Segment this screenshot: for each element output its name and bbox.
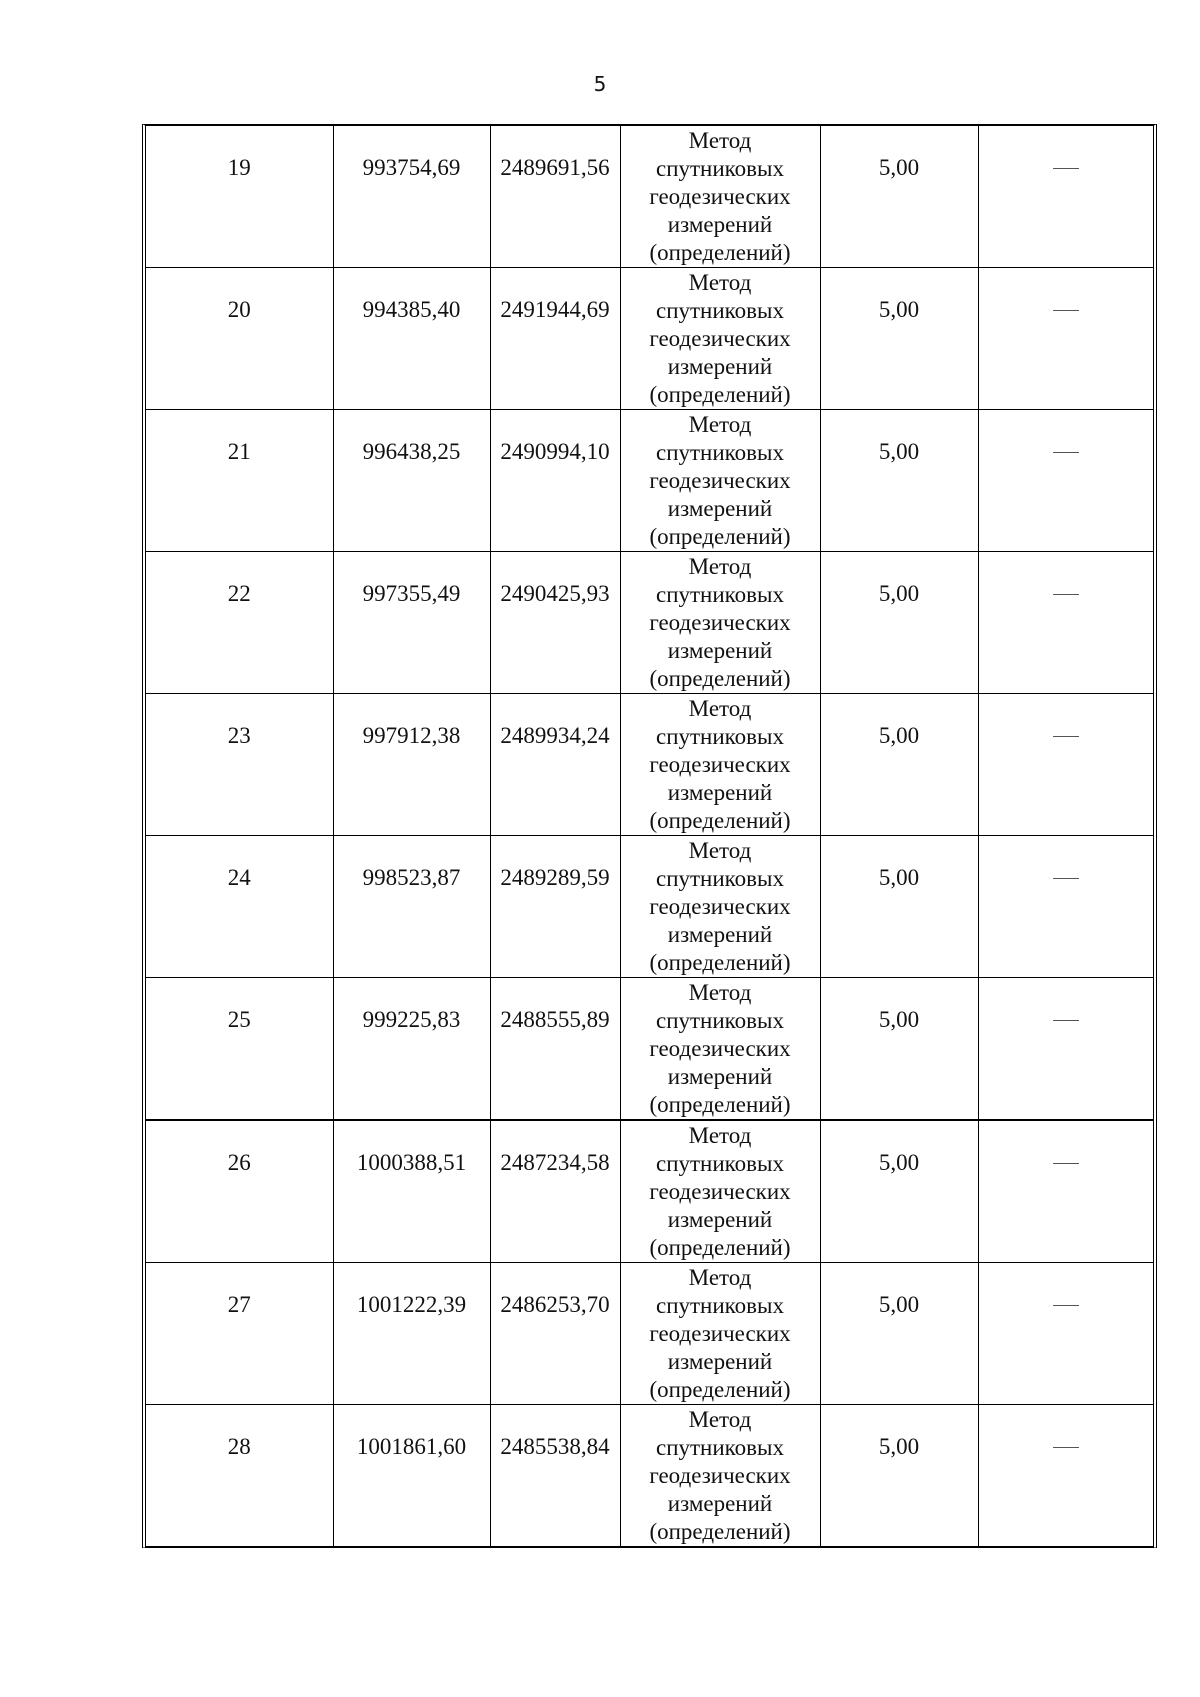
- y-coordinate-cell-value: 2488555,89: [500, 1007, 610, 1032]
- method-line: измерений: [667, 496, 773, 521]
- method-line: измерений: [667, 1064, 773, 1089]
- method-line: спутниковых: [655, 1008, 784, 1033]
- method-line: (определений): [649, 950, 791, 975]
- point-number-cell: [146, 694, 333, 836]
- method-line: Метод: [688, 1407, 752, 1432]
- y-coordinate-cell-value: 2489289,59: [500, 865, 610, 890]
- table-row: [146, 268, 1153, 410]
- point-number-cell: [146, 126, 333, 268]
- method-line: спутниковых: [655, 1151, 784, 1176]
- point-number-cell-value: 24: [227, 865, 251, 890]
- em-dash-mark: [1053, 1163, 1079, 1164]
- method-line: измерений: [667, 1349, 773, 1374]
- note-cell: [978, 268, 1153, 410]
- table-row: [146, 552, 1153, 694]
- em-dash-mark: [1053, 310, 1079, 311]
- y-coordinate-cell: [490, 978, 620, 1121]
- method-line: Метод: [688, 412, 752, 437]
- em-dash-mark: [1053, 878, 1079, 879]
- method-line: геодезических: [649, 1321, 791, 1346]
- accuracy-cell-value: 5,00: [878, 1292, 920, 1317]
- em-dash-mark: [1053, 1305, 1079, 1306]
- x-coordinate-cell: [333, 1263, 490, 1405]
- note-cell: [978, 552, 1153, 694]
- x-coordinate-cell-value: 994385,40: [362, 297, 461, 322]
- x-coordinate-cell: [333, 552, 490, 694]
- point-number-cell: [146, 978, 333, 1121]
- accuracy-cell: [820, 1120, 978, 1263]
- point-number-cell-value: 19: [227, 155, 251, 180]
- x-coordinate-cell: [333, 836, 490, 978]
- method-line: Метод: [688, 1123, 752, 1148]
- method-line: (определений): [649, 1519, 791, 1544]
- x-coordinate-cell-value: 993754,69: [362, 155, 461, 180]
- point-number-cell-value: 25: [227, 1007, 251, 1032]
- method-line: геодезических: [649, 184, 791, 209]
- y-coordinate-cell-value: 2485538,84: [500, 1434, 610, 1459]
- method-line: Метод: [688, 696, 752, 721]
- method-line: (определений): [649, 240, 791, 265]
- em-dash-mark: [1053, 1020, 1079, 1021]
- method-line: спутниковых: [655, 1435, 784, 1460]
- x-coordinate-cell: [333, 978, 490, 1121]
- point-number-cell-value: 21: [227, 439, 251, 464]
- em-dash-mark: [1053, 452, 1079, 453]
- point-number-cell: [146, 552, 333, 694]
- method-line: (определений): [649, 666, 791, 691]
- method-cell: [620, 1405, 820, 1547]
- method-text: [621, 1406, 820, 1546]
- y-coordinate-cell: [490, 126, 620, 268]
- x-coordinate-cell-value: 996438,25: [362, 439, 461, 464]
- point-number-cell-value: 27: [227, 1292, 251, 1317]
- note-cell: [978, 126, 1153, 268]
- point-number-cell-value: 28: [227, 1434, 251, 1459]
- y-coordinate-cell: [490, 1263, 620, 1405]
- em-dash-mark: [1053, 594, 1079, 595]
- em-dash-mark: [1053, 736, 1079, 737]
- y-coordinate-cell: [490, 410, 620, 552]
- accuracy-cell: [820, 694, 978, 836]
- accuracy-cell: [820, 1405, 978, 1547]
- method-text: [621, 837, 820, 977]
- method-cell: [620, 268, 820, 410]
- y-coordinate-cell-value: 2491944,69: [500, 297, 610, 322]
- method-line: измерений: [667, 638, 773, 663]
- method-text: [621, 269, 820, 409]
- method-line: спутниковых: [655, 440, 784, 465]
- accuracy-cell: [820, 552, 978, 694]
- point-number-cell: [146, 1405, 333, 1547]
- method-line: спутниковых: [655, 156, 784, 181]
- method-line: геодезических: [649, 752, 791, 777]
- method-line: измерений: [667, 922, 773, 947]
- accuracy-cell: [820, 978, 978, 1121]
- accuracy-cell-value: 5,00: [878, 439, 920, 464]
- table-row: [146, 410, 1153, 552]
- note-cell: [978, 410, 1153, 552]
- table-row: [146, 836, 1153, 978]
- method-line: Метод: [688, 554, 752, 579]
- accuracy-cell-value: 5,00: [878, 1007, 920, 1032]
- coordinates-table: [146, 126, 1153, 1547]
- note-cell: [978, 836, 1153, 978]
- x-coordinate-cell-value: 1000388,51: [356, 1150, 467, 1175]
- note-cell: [978, 1120, 1153, 1263]
- method-text: [621, 979, 820, 1119]
- method-cell: [620, 1120, 820, 1263]
- em-dash-mark: [1053, 1447, 1079, 1448]
- em-dash-mark: [1053, 168, 1079, 169]
- y-coordinate-cell-value: 2490425,93: [500, 581, 610, 606]
- y-coordinate-cell: [490, 836, 620, 978]
- accuracy-cell: [820, 126, 978, 268]
- accuracy-cell-value: 5,00: [878, 723, 920, 748]
- method-line: (определений): [649, 1377, 791, 1402]
- method-text: [621, 553, 820, 693]
- method-cell: [620, 836, 820, 978]
- accuracy-cell-value: 5,00: [878, 297, 920, 322]
- method-line: (определений): [649, 382, 791, 407]
- method-line: спутниковых: [655, 298, 784, 323]
- x-coordinate-cell: [333, 268, 490, 410]
- x-coordinate-cell-value: 997355,49: [362, 581, 461, 606]
- table-row: [146, 978, 1153, 1121]
- page-number: 5: [593, 72, 607, 96]
- method-line: измерений: [667, 212, 773, 237]
- coordinates-table-frame: [142, 124, 1157, 1548]
- x-coordinate-cell-value: 998523,87: [362, 865, 461, 890]
- method-line: Метод: [688, 128, 752, 153]
- method-line: геодезических: [649, 1036, 791, 1061]
- method-line: спутниковых: [655, 582, 784, 607]
- accuracy-cell-value: 5,00: [878, 155, 920, 180]
- x-coordinate-cell-value: 1001861,60: [356, 1434, 467, 1459]
- accuracy-cell-value: 5,00: [878, 865, 920, 890]
- accuracy-cell: [820, 410, 978, 552]
- note-cell: [978, 1405, 1153, 1547]
- method-line: геодезических: [649, 610, 791, 635]
- x-coordinate-cell: [333, 1405, 490, 1547]
- accuracy-cell-value: 5,00: [878, 1434, 920, 1459]
- method-line: Метод: [688, 980, 752, 1005]
- y-coordinate-cell: [490, 1120, 620, 1263]
- point-number-cell: [146, 1120, 333, 1263]
- x-coordinate-cell: [333, 126, 490, 268]
- method-line: геодезических: [649, 468, 791, 493]
- table-row: [146, 1120, 1153, 1263]
- method-line: геодезических: [649, 1179, 791, 1204]
- method-line: Метод: [688, 1265, 752, 1290]
- method-line: (определений): [649, 524, 791, 549]
- method-cell: [620, 552, 820, 694]
- method-line: Метод: [688, 270, 752, 295]
- table-row: [146, 1405, 1153, 1547]
- y-coordinate-cell-value: 2487234,58: [500, 1150, 610, 1175]
- method-line: геодезических: [649, 894, 791, 919]
- table-row: [146, 694, 1153, 836]
- accuracy-cell: [820, 836, 978, 978]
- method-text: [621, 127, 820, 267]
- x-coordinate-cell-value: 999225,83: [362, 1007, 461, 1032]
- accuracy-cell-value: 5,00: [878, 581, 920, 606]
- accuracy-cell-value: 5,00: [878, 1150, 920, 1175]
- method-line: измерений: [667, 1491, 773, 1516]
- method-cell: [620, 410, 820, 552]
- method-text: [621, 695, 820, 835]
- point-number-cell-value: 23: [227, 723, 251, 748]
- note-cell: [978, 694, 1153, 836]
- x-coordinate-cell-value: 997912,38: [362, 723, 461, 748]
- point-number-cell: [146, 410, 333, 552]
- x-coordinate-cell: [333, 1120, 490, 1263]
- method-cell: [620, 694, 820, 836]
- method-line: измерений: [667, 354, 773, 379]
- x-coordinate-cell: [333, 694, 490, 836]
- accuracy-cell: [820, 1263, 978, 1405]
- point-number-cell-value: 20: [227, 297, 251, 322]
- accuracy-cell: [820, 268, 978, 410]
- method-cell: [620, 978, 820, 1121]
- y-coordinate-cell: [490, 1405, 620, 1547]
- table-row: [146, 1263, 1153, 1405]
- method-line: геодезических: [649, 326, 791, 351]
- x-coordinate-cell: [333, 410, 490, 552]
- method-text: [621, 1264, 820, 1404]
- point-number-cell: [146, 836, 333, 978]
- method-line: спутниковых: [655, 1293, 784, 1318]
- y-coordinate-cell-value: 2490994,10: [500, 439, 610, 464]
- point-number-cell-value: 26: [227, 1150, 251, 1175]
- method-line: геодезических: [649, 1463, 791, 1488]
- y-coordinate-cell-value: 2486253,70: [500, 1292, 610, 1317]
- method-line: (определений): [649, 808, 791, 833]
- x-coordinate-cell-value: 1001222,39: [356, 1292, 467, 1317]
- point-number-cell-value: 22: [227, 581, 251, 606]
- note-cell: [978, 1263, 1153, 1405]
- method-cell: [620, 1263, 820, 1405]
- note-cell: [978, 978, 1153, 1121]
- point-number-cell: [146, 1263, 333, 1405]
- y-coordinate-cell: [490, 694, 620, 836]
- method-line: измерений: [667, 1207, 773, 1232]
- method-line: Метод: [688, 838, 752, 863]
- point-number-cell: [146, 268, 333, 410]
- y-coordinate-cell-value: 2489691,56: [500, 155, 610, 180]
- method-line: измерений: [667, 780, 773, 805]
- y-coordinate-cell: [490, 552, 620, 694]
- method-cell: [620, 126, 820, 268]
- y-coordinate-cell: [490, 268, 620, 410]
- table-row: [146, 126, 1153, 268]
- method-text: [621, 1122, 820, 1262]
- method-line: (определений): [649, 1235, 791, 1260]
- y-coordinate-cell-value: 2489934,24: [500, 723, 610, 748]
- method-line: спутниковых: [655, 866, 784, 891]
- method-line: (определений): [649, 1092, 791, 1117]
- method-line: спутниковых: [655, 724, 784, 749]
- method-text: [621, 411, 820, 551]
